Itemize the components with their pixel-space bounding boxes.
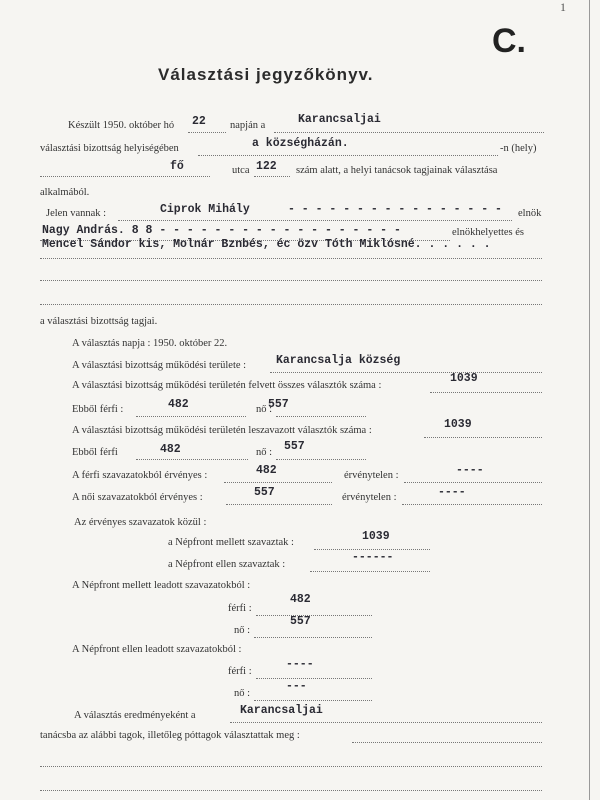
voted-label: A választási bizottság működési területén leszavazott választók száma :: [72, 425, 372, 436]
male-invalid-value: ----: [456, 464, 484, 477]
deputy-line: Nagy András. 8 8 - - - - - - - - - - - - - - - - - -: [42, 224, 401, 237]
against-male-value: ----: [286, 658, 314, 671]
house-number-value: 122: [256, 160, 277, 173]
day-value: 22: [192, 115, 206, 128]
intro-line4: alkalmából.: [40, 187, 90, 198]
territory-value: Karancsalja község: [276, 354, 401, 367]
registered-female-label: nő :: [256, 404, 273, 415]
male-valid-value: 482: [256, 464, 277, 477]
chairman-label: elnök: [518, 208, 542, 219]
intro-line2-end: -n (hely): [500, 143, 537, 154]
intro-line2-start: választási bizottság helyiségében: [40, 143, 179, 154]
female-invalid-label: érvénytelen :: [342, 492, 397, 503]
registered-male-label: Ebből férfi :: [72, 404, 124, 415]
against-value: ------: [352, 551, 394, 564]
intro-text-1: Készült 1950. október hó: [68, 120, 175, 131]
for-breakdown-label: A Népfront mellett leadott szavazatokból :: [72, 580, 251, 591]
document-title: Választási jegyzőkönyv.: [158, 65, 374, 84]
voted-male-value: 482: [160, 443, 181, 456]
result-end: tanácsba az alábbi tagok, illetőleg póttagok választattak meg :: [40, 730, 300, 741]
female-invalid-value: ----: [438, 486, 466, 499]
members-line: Mencel Sándor kis, Molnár Bznbés, éc özv Tóth Miklósné. . . . . .: [42, 238, 491, 251]
deputy-label: elnökhelyettes és: [452, 227, 525, 238]
form-letter: C.: [492, 22, 526, 60]
voted-female-value: 557: [284, 440, 305, 453]
male-valid-label: A férfi szavazatokból érvényes :: [72, 470, 208, 481]
result-label: A választás eredményeként a: [74, 710, 196, 721]
for-male-label: férfi :: [228, 603, 252, 614]
against-label: a Népfront ellen szavaztak :: [168, 559, 286, 570]
territory-label: A választási bizottság működési területe :: [72, 360, 247, 371]
for-label: a Népfront mellett szavaztak :: [168, 537, 294, 548]
intro-line3-end: szám alatt, a helyi tanácsok tagjainak választása: [296, 165, 498, 176]
female-valid-label: A női szavazatokból érvényes :: [72, 492, 203, 503]
registered-male-value: 482: [168, 398, 189, 411]
of-valid-label: Az érvényes szavazatok közül :: [74, 517, 207, 528]
against-female-value: ---: [286, 680, 307, 693]
against-female-label: nő :: [234, 688, 251, 699]
venue-value: a községházán.: [252, 137, 349, 150]
registered-label: A választási bizottság működési területén felvett összes választók száma :: [72, 380, 382, 391]
intro-text-2: napján a: [230, 120, 266, 131]
members-label: a választási bizottság tagjai.: [40, 316, 158, 327]
page-edge: [589, 0, 590, 800]
page-number: 1: [560, 0, 566, 14]
for-value: 1039: [362, 530, 390, 543]
place-value: Karancsaljai: [298, 113, 381, 126]
for-female-label: nő :: [234, 625, 251, 636]
male-invalid-label: érvénytelen :: [344, 470, 399, 481]
chairman-dashes: - - - - - - - - - - - - - - - -: [288, 203, 502, 216]
chairman-value: Ciprok Mihály: [160, 203, 250, 216]
voted-female-label: nő :: [256, 447, 273, 458]
result-place: Karancsaljai: [240, 704, 323, 717]
registered-female-value: 557: [268, 398, 289, 411]
present-label: Jelen vannak :: [46, 208, 107, 219]
street-label: utca: [232, 165, 250, 176]
female-valid-value: 557: [254, 486, 275, 499]
registered-value: 1039: [450, 372, 478, 385]
for-male-value: 482: [290, 593, 311, 606]
street-name-value: fő: [170, 160, 184, 173]
for-female-value: 557: [290, 615, 311, 628]
against-male-label: férfi :: [228, 666, 252, 677]
election-day-label: A választás napja : 1950. október 22.: [72, 338, 228, 349]
voted-male-label: Ebből férfi: [72, 447, 118, 458]
against-breakdown-label: A Népfront ellen leadott szavazatokból :: [72, 644, 242, 655]
voted-value: 1039: [444, 418, 472, 431]
